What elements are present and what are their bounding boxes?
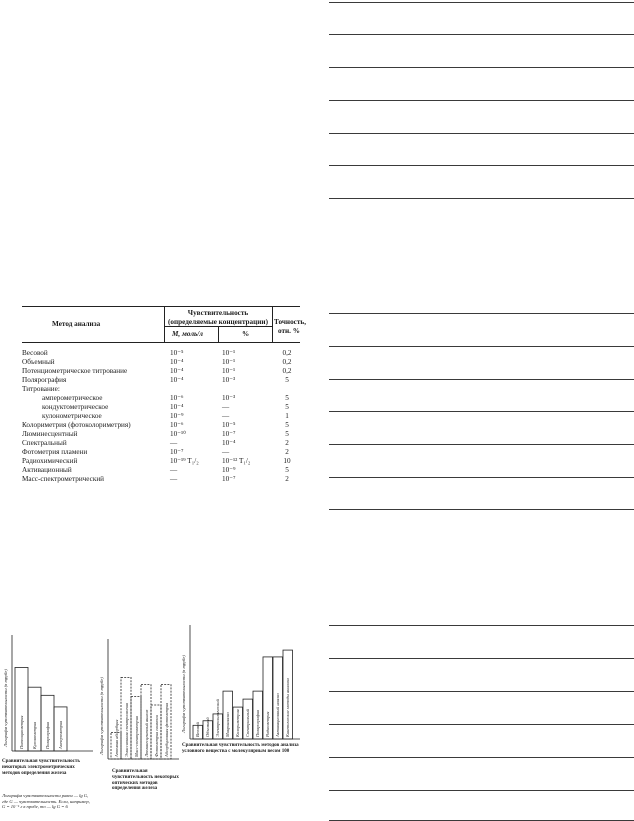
bar-label: Фотометрия пламени: [153, 715, 159, 757]
header-method: Метод анализа: [52, 320, 101, 328]
cell-molar: 10⁻⁴: [170, 376, 184, 384]
cell-method: Спектральный: [22, 439, 67, 447]
rule-line: [329, 346, 634, 347]
cell-method: Масс-спектрометрический: [22, 475, 105, 483]
cell-molar: 10⁻⁵: [170, 349, 184, 357]
figure-caption: Сравнительная чувствительность методов анализа условного вещества с молекулярным весом 100: [182, 743, 299, 754]
cell-method: Люминесцентный: [22, 430, 78, 438]
cell-method: Активационный: [22, 466, 72, 474]
bar-label: Активационный анализ: [275, 693, 281, 737]
bar-label: Радиометрия: [265, 711, 271, 737]
cell-molar: 10⁻⁴: [170, 403, 184, 411]
rule-line: [329, 411, 634, 412]
cell-percent: 10⁻⁴: [222, 439, 236, 447]
cell-percent: 10⁻⁵: [222, 421, 236, 429]
rule-line: [329, 34, 634, 35]
figure-caption: Сравнительная чувствительность некоторых электрометрических методов определения железа: [2, 759, 80, 776]
cell-percent: 10⁻⁷: [222, 475, 236, 483]
cell-molar: 10⁻⁶: [170, 421, 184, 429]
rule-line: [329, 691, 634, 692]
figure-substance: [178, 615, 302, 821]
cell-molar: 10⁻⁷: [170, 448, 184, 456]
cell-accuracy: 5: [285, 466, 289, 474]
rule-line: [329, 444, 634, 445]
bar-label: Электрохимический: [215, 699, 221, 737]
cell-accuracy: 10: [283, 457, 291, 465]
cell-method: Объемный: [22, 358, 55, 366]
cell-accuracy: 2: [285, 439, 289, 447]
header-accuracy: Точность, отн. %: [274, 318, 306, 335]
cell-accuracy: 0,2: [282, 349, 292, 357]
cell-molar: 10⁻⁴: [170, 367, 184, 375]
bar-label: Атомная абсорбция: [113, 719, 119, 757]
cell-method: кулонометрическое: [42, 412, 102, 420]
bar-label: Объемный: [205, 717, 211, 737]
figure-y-label: Логарифм чувствительности (в трубе): [3, 669, 8, 747]
figure-electrometric: [0, 615, 95, 821]
bar-label: Кинетические методы анализа: [285, 678, 291, 737]
cell-percent: 10⁻³: [222, 394, 236, 402]
cell-molar: —: [170, 466, 178, 474]
cell-accuracy: 5: [285, 376, 289, 384]
rule-line: [329, 379, 634, 380]
cell-method: Титрование:: [22, 385, 60, 393]
rule-line: [329, 100, 634, 101]
cell-percent: 10⁻⁹: [222, 466, 236, 474]
table-col-divider: [164, 306, 165, 342]
rule-line: [329, 2, 634, 3]
cell-accuracy: 0,2: [282, 367, 292, 375]
bar-label: Масс-спектрометрия: [133, 716, 139, 757]
bar-label: Полярография: [255, 709, 261, 737]
bar-label: Потенциометрия: [19, 715, 24, 749]
cell-method: Фотометрия пламени: [22, 448, 88, 456]
rule-line: [329, 757, 634, 758]
header-sensitivity: Чувствительность (определяемые концентрации): [168, 309, 268, 326]
bar-label: Весовой: [195, 722, 201, 737]
cell-method: Колориметрия (фотоколориметрия): [22, 421, 131, 429]
cell-accuracy: 5: [285, 421, 289, 429]
cell-accuracy: 2: [285, 475, 289, 483]
cell-method: Потенциометрическое титрование: [22, 367, 128, 375]
rule-line: [329, 67, 634, 68]
cell-molar: —: [170, 475, 178, 483]
rule-line: [329, 790, 634, 791]
cell-method: амперометрическое: [42, 394, 103, 402]
bar-label: Люминесцентный анализ: [143, 709, 149, 757]
bar-label: Полярография: [45, 721, 50, 749]
cell-method: Радиохимический: [22, 457, 78, 465]
table-col-divider: [272, 306, 273, 342]
cell-percent: 10⁻¹: [222, 367, 236, 375]
bar-label: Спектральный: [245, 709, 251, 737]
bar-label: Колориметрия: [235, 709, 241, 737]
table-top-rule: [22, 306, 300, 307]
cell-molar: 10⁻¹⁹ T₁/₂: [170, 457, 199, 465]
rule-line: [329, 165, 634, 166]
rule-line: [329, 477, 634, 478]
rule-line: [329, 625, 634, 626]
cell-molar: 10⁻⁴: [170, 358, 184, 366]
bar-label: Амперометрия: [58, 720, 63, 749]
rule-line: [329, 313, 634, 314]
rule-line: [329, 724, 634, 725]
cell-accuracy: 0,2: [282, 358, 292, 366]
cell-method: Полярография: [22, 376, 67, 384]
cell-molar: —: [170, 439, 178, 447]
cell-percent: 10⁻³: [222, 376, 236, 384]
cell-percent: 10⁻¹: [222, 358, 236, 366]
cell-method: кондуктометрическое: [42, 403, 109, 411]
header-percent: %: [242, 330, 250, 338]
cell-method: Весовой: [22, 349, 48, 357]
cell-percent: —: [222, 403, 230, 411]
cell-percent: 10⁻¹: [222, 349, 236, 357]
cell-percent: —: [222, 412, 230, 420]
table-header-rule: [22, 342, 300, 343]
header-molar: М, моль/л: [172, 330, 203, 338]
cell-percent: 10⁻¹² T₁/₂: [222, 457, 251, 465]
figure-note: Логарифм чувствительности равен — lg G, где G — чувствительность. Если, например, G = 10⁻⁶ г в пробе, то — lg G = 6: [2, 793, 90, 809]
cell-accuracy: 5: [285, 430, 289, 438]
figure-y-label: Логарифм чувствительности (в трубе): [181, 655, 186, 733]
cell-molar: 10⁻⁶: [170, 394, 184, 402]
cell-accuracy: 1: [285, 412, 289, 420]
rule-line: [329, 509, 634, 510]
cell-molar: 10⁻¹⁰: [170, 430, 187, 438]
table-col-divider: [218, 326, 219, 342]
cell-percent: —: [222, 448, 230, 456]
figure-caption: Сравнительная чувствительность некоторых оптических методов определения железа: [112, 769, 179, 792]
bar-label: Эмиссионная спектроскопия: [123, 703, 129, 757]
cell-accuracy: 5: [285, 394, 289, 402]
rule-line: [329, 133, 634, 134]
figure-optical: [96, 615, 181, 821]
rule-line: [329, 198, 634, 199]
cell-accuracy: 2: [285, 448, 289, 456]
bar-label: Кулонометрия: [32, 721, 37, 749]
bar-label: Микроанализ: [225, 712, 231, 737]
cell-molar: 10⁻⁹: [170, 412, 184, 420]
figure-y-label: Логарифм чувствительности (в трубе): [99, 677, 104, 755]
rule-line: [329, 658, 634, 659]
bar-label: Абсорбционная фотометрия: [163, 702, 169, 757]
cell-percent: 10⁻⁷: [222, 430, 236, 438]
cell-accuracy: 5: [285, 403, 289, 411]
